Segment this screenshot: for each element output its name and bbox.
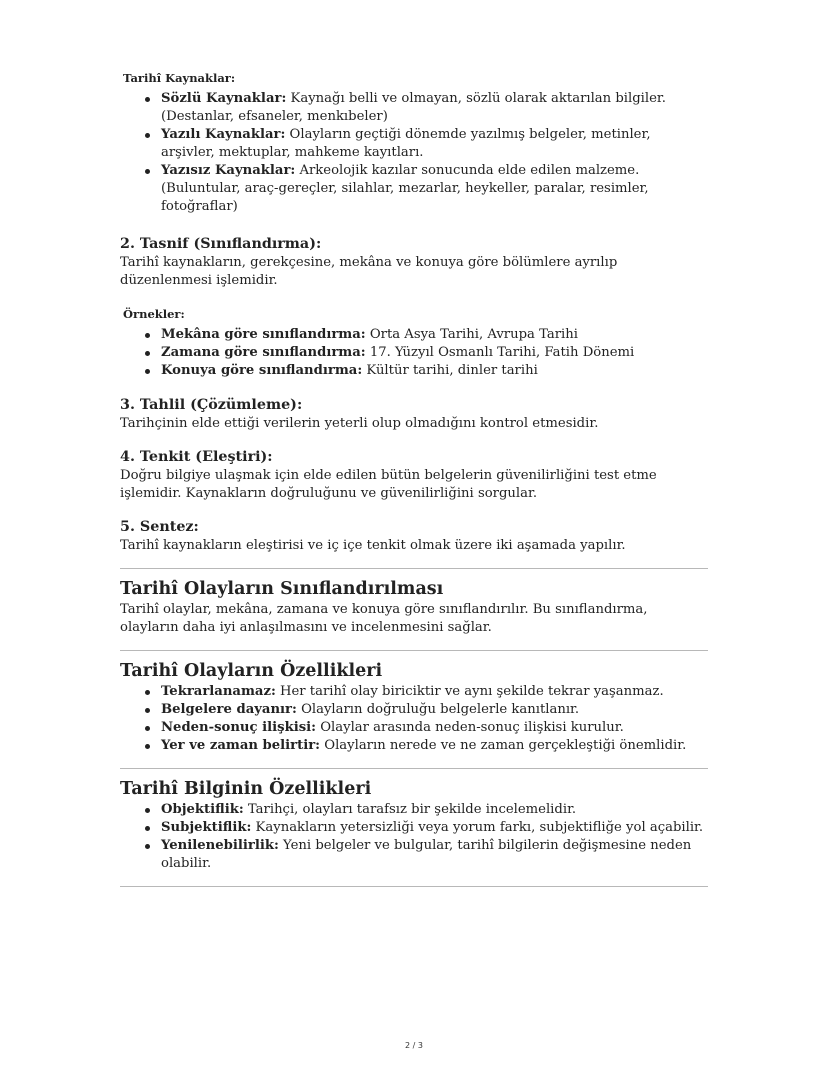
list-item: Yer ve zaman belirtir: Olayların nerede ve ne zaman gerçekleştiği önemlidir. (161, 737, 708, 755)
divider (120, 568, 708, 569)
tahlil-heading: 3. Tahlil (Çözümleme): (120, 397, 303, 413)
list-item: Yazılı Kaynaklar: Olayların geçtiği dönemde yazılmış belgeler, metinler, arşivler, mektuplar, mahkeme kayıtları. (161, 126, 708, 162)
divider (120, 650, 708, 651)
page-number: 2 / 3 (405, 1041, 423, 1050)
list-item: Objektiflik: Tarihçi, olayları tarafsız bir şekilde incelemelidir. (161, 801, 708, 819)
divider (120, 886, 708, 887)
tenkit-text: Doğru bilgiye ulaşmak için elde edilen bütün belgelerin güvenilirliğini test etme işlemidir. Kaynakların doğruluğunu ve güvenilirliğini sorgular. (120, 468, 657, 501)
tahlil-text: Tarihçinin elde ettiği verilerin yeterli olup olmadığını kontrol etmesidir. (120, 416, 599, 431)
list-item: Yenilenebilirlik: Yeni belgeler ve bulgular, tarihî bilgilerin değişmesine neden olabilir. (161, 837, 708, 873)
knowledge-features-list (120, 801, 708, 873)
document-page (120, 70, 708, 887)
sentez-heading: 5. Sentez: (120, 519, 199, 535)
sentez-text: Tarihî kaynakların eleştirisi ve iç içe tenkit olmak üzere iki aşamada yapılır. (120, 538, 626, 553)
divider (120, 768, 708, 769)
knowledge-features-heading: Tarihî Bilginin Özellikleri (120, 779, 372, 799)
list-item: Tekrarlanamaz: Her tarihî olay biriciktir ve aynı şekilde tekrar yaşanmaz. (161, 683, 708, 701)
event-features-list (120, 683, 708, 755)
list-item: Zamana göre sınıflandırma: 17. Yüzyıl Osmanlı Tarihi, Fatih Dönemi (161, 344, 708, 362)
list-item: Yazısız Kaynaklar: Arkeolojik kazılar sonucunda elde edilen malzeme. (Buluntular, araç-gereçler, silahlar, mezarlar, heykeller, paralar, resimler, fotoğraflar) (161, 162, 708, 216)
list-item: Belgelere dayanır: Olayların doğruluğu belgelerle kanıtlanır. (161, 701, 708, 719)
tasnif-heading: 2. Tasnif (Sınıflandırma): (120, 236, 322, 252)
tasnif-text: Tarihî kaynakların, gerekçesine, mekâna ve konuya göre bölümlere ayrılıp düzenlenmesi işlemidir. (120, 255, 618, 288)
list-item: Mekâna göre sınıflandırma: Orta Asya Tarihi, Avrupa Tarihi (161, 326, 708, 344)
event-features-heading: Tarihî Olayların Özellikleri (120, 661, 383, 681)
list-item: Konuya göre sınıflandırma: Kültür tarihi, dinler tarihi (161, 362, 708, 380)
list-item: Sözlü Kaynaklar: Kaynağı belli ve olmayan, sözlü olarak aktarılan bilgiler. (Destanlar, efsaneler, menkıbeler) (161, 90, 708, 126)
classification-text: Tarihî olaylar, mekâna, zamana ve konuya göre sınıflandırılır. Bu sınıflandırma, olayların daha iyi anlaşılmasını ve incelenmesini sağlar. (120, 602, 648, 635)
classification-heading: Tarihî Olayların Sınıflandırılması (120, 579, 444, 599)
sources-list (120, 90, 708, 216)
sources-heading: Tarihî Kaynaklar: (123, 71, 236, 85)
examples-heading: Örnekler: (123, 307, 185, 321)
list-item: Subjektiflik: Kaynakların yetersizliği veya yorum farkı, subjektifliğe yol açabilir. (161, 819, 708, 837)
list-item: Neden-sonuç ilişkisi: Olaylar arasında neden-sonuç ilişkisi kurulur. (161, 719, 708, 737)
examples-list (120, 326, 708, 380)
tenkit-heading: 4. Tenkit (Eleştiri): (120, 449, 273, 465)
